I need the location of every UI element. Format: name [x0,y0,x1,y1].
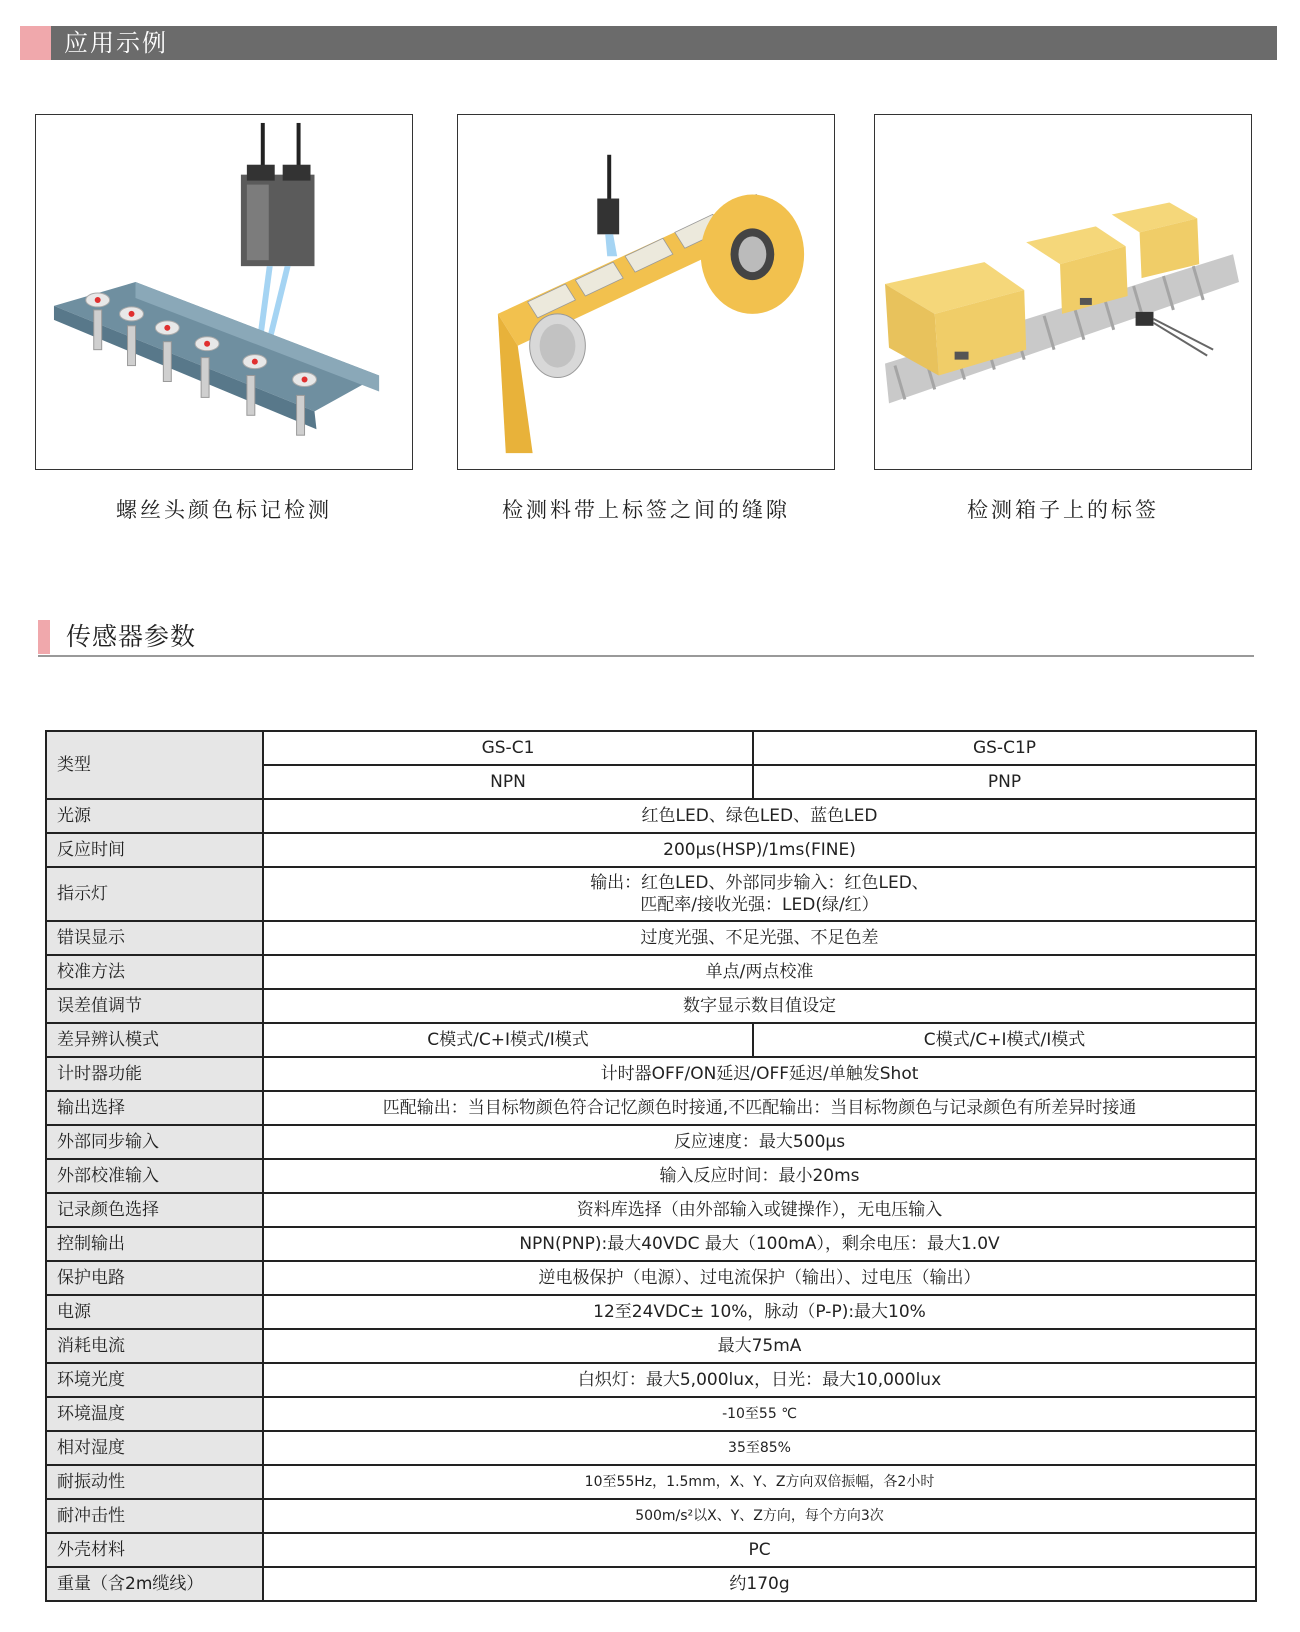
spec-value-b: C模式/C+I模式/I模式 [753,1023,1256,1057]
spec-label: 耐振动性 [46,1465,263,1499]
table-row [46,989,1256,1023]
spec-value: 红色LED、绿色LED、蓝色LED [263,799,1256,833]
output-b-cell: PNP [753,765,1256,799]
spec-value: 白炽灯：最大5,000lux，日光：最大10,000lux [263,1363,1256,1397]
table-row [46,799,1256,833]
table-row [46,1193,1256,1227]
spec-label: 外部同步输入 [46,1125,263,1159]
spec-label: 类型 [46,731,263,799]
table-row [46,1023,1256,1057]
spec-value: 约170g [263,1567,1256,1601]
spec-label: 电源 [46,1295,263,1329]
spec-value: 资料库选择（由外部输入或键操作），无电压输入 [263,1193,1256,1227]
spec-label: 相对湿度 [46,1431,263,1465]
spec-value-line-2: 匹配率/接收光强：LED(绿/红） [640,895,879,915]
table-row [46,1057,1256,1091]
spec-value: 计时器OFF/ON延迟/OFF延迟/单触发Shot [263,1057,1256,1091]
table-row [46,833,1256,867]
table-row [46,1159,1256,1193]
spec-value: 逆电极保护（电源）、过电流保护（输出）、过电压（输出） [263,1261,1256,1295]
spec-value: 最大75mA [263,1329,1256,1363]
spec-value: 10至55Hz，1.5mm，X、Y、Z方向双倍振幅，各2小时 [263,1465,1256,1499]
spec-label: 耐冲击性 [46,1499,263,1533]
table-row [46,1431,1256,1465]
spec-label: 校准方法 [46,955,263,989]
section-title: 传感器参数 [66,622,197,651]
table-row [46,1397,1256,1431]
section-divider [38,655,1254,657]
table-row [46,1227,1256,1261]
spec-value-a: C模式/C+I模式/I模式 [263,1023,753,1057]
table-row [46,731,1256,765]
spec-table [45,730,1257,1602]
table-row [46,955,1256,989]
page-title: 应用示例 [64,29,168,57]
header-accent [20,26,51,60]
spec-label: 控制输出 [46,1227,263,1261]
spec-value: 输入反应时间：最小20ms [263,1159,1256,1193]
section-accent [38,620,50,654]
spec-label: 误差值调节 [46,989,263,1023]
spec-label: 指示灯 [46,867,263,921]
spec-label: 输出选择 [46,1091,263,1125]
spec-label: 计时器功能 [46,1057,263,1091]
tape-label-gap-image [457,114,835,470]
screw-color-mark-image [35,114,413,470]
box-label-image [874,114,1252,470]
example-caption-3: 检测箱子上的标签 [967,498,1159,522]
example-caption-1: 螺丝头颜色标记检测 [116,498,332,522]
spec-value: 500m/s²以X、Y、Z方向，每个方向3次 [263,1499,1256,1533]
spec-value: 反应速度：最大500µs [263,1125,1256,1159]
model-b-cell: GS-C1P [753,731,1256,765]
spec-label: 错误显示 [46,921,263,955]
spec-label: 消耗电流 [46,1329,263,1363]
example-caption-2: 检测料带上标签之间的缝隙 [502,498,790,522]
table-row [46,1261,1256,1295]
spec-value: NPN(PNP):最大40VDC 最大（100mA），剩余电压：最大1.0V [263,1227,1256,1261]
spec-label: 外壳材料 [46,1533,263,1567]
table-row [46,921,1256,955]
table-row [46,1091,1256,1125]
table-row [46,1567,1256,1601]
spec-label: 环境温度 [46,1397,263,1431]
spec-value: 数字显示数目值设定 [263,989,1256,1023]
table-row [46,1125,1256,1159]
table-row [46,1499,1256,1533]
spec-value-line-1: 输出：红色LED、外部同步输入：红色LED、 [590,872,929,893]
spec-label: 记录颜色选择 [46,1193,263,1227]
spec-value: 单点/两点校准 [263,955,1256,989]
spec-value: 200µs(HSP)/1ms(FINE) [263,833,1256,867]
spec-value: 12至24VDC± 10%，脉动（P-P):最大10% [263,1295,1256,1329]
table-row [46,1329,1256,1363]
spec-value: 35至85% [263,1431,1256,1465]
spec-label: 光源 [46,799,263,833]
table-row [46,1533,1256,1567]
spec-value: 过度光强、不足光强、不足色差 [263,921,1256,955]
table-row [46,867,1256,921]
spec-value: PC [263,1533,1256,1567]
spec-value: 匹配输出：当目标物颜色符合记忆颜色时接通,不匹配输出：当目标物颜色与记录颜色有所差异时接通 [263,1091,1256,1125]
spec-label: 差异辨认模式 [46,1023,263,1057]
spec-label: 保护电路 [46,1261,263,1295]
spec-label: 反应时间 [46,833,263,867]
spec-label: 外部校准输入 [46,1159,263,1193]
model-a-cell: GS-C1 [263,731,753,765]
spec-value [263,867,1256,921]
spec-label: 重量（含2m缆线） [46,1567,263,1601]
table-row [46,1465,1256,1499]
header-bar [20,26,1277,60]
output-a-cell: NPN [263,765,753,799]
spec-value: -10至55 ℃ [263,1397,1256,1431]
table-row [46,1363,1256,1397]
table-row [46,1295,1256,1329]
spec-label: 环境光度 [46,1363,263,1397]
